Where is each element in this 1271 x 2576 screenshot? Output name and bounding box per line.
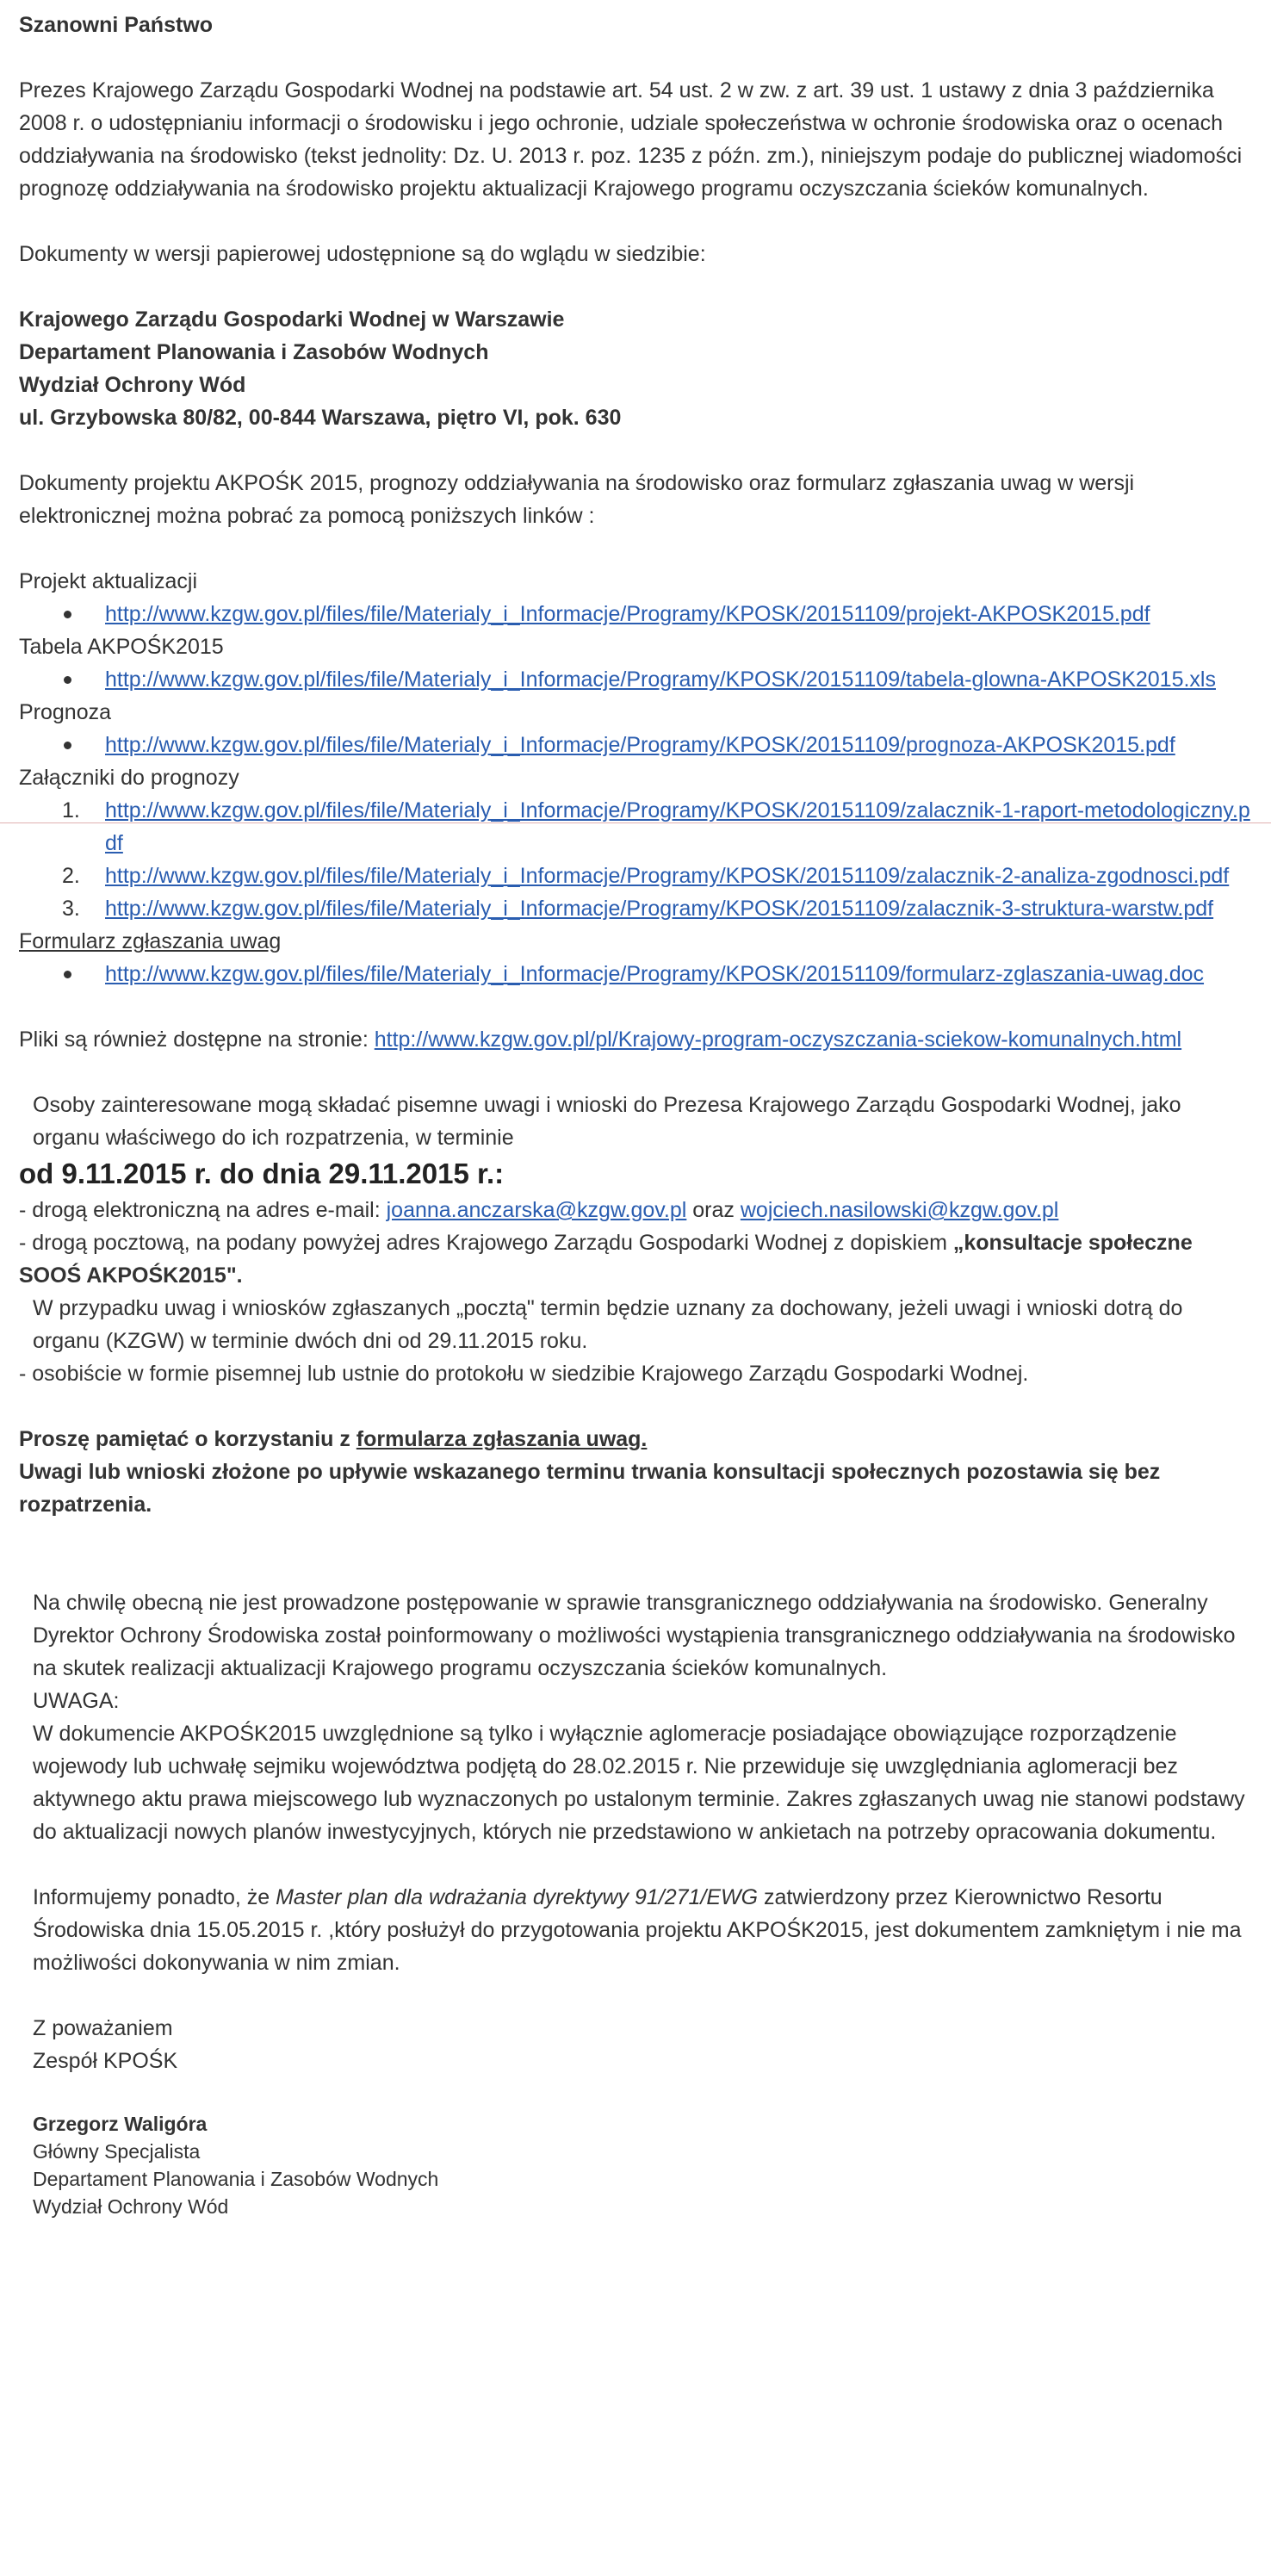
link-projekt[interactable]: http://www.kzgw.gov.pl/files/file/Materialy_i_Informacje/Programy/KPOSK/20151109/projekt-AKPOSK2015.pdf: [105, 602, 1150, 626]
address-line-3: Wydział Ochrony Wód: [19, 373, 246, 397]
section-label-formularz: Formularz zgłaszania uwag: [19, 929, 282, 953]
reminder-line: [19, 1423, 1250, 1456]
bullet-icon: [64, 971, 71, 978]
email-mid: oraz: [686, 1198, 741, 1222]
greeting: Szanowni Państwo: [19, 13, 214, 37]
master-plan-suffix: zatwierdzony przez Kierownictwo Resortu Środowiska dnia 15.05.2015 r. ,który posłużył do przygotowania projektu AKPOŚK2015, jest dokumentem zamkniętym i nie ma możliwości dokonywania w nim zmian.: [33, 1885, 1242, 1975]
master-plan-italic: Master plan dla wdrażania dyrektywy 91/271/EWG: [276, 1885, 759, 1909]
bullet-icon: [64, 611, 71, 618]
master-plan-paragraph: [19, 1881, 1250, 1979]
post-prefix: - drogą pocztową, na podany powyżej adres Krajowego Zarządu Gospodarki Wodnej z dopiskiem: [19, 1231, 953, 1255]
address-line-4: ul. Grzybowska 80/82, 00-844 Warszawa, piętro VI, pok. 630: [19, 406, 622, 430]
address-line-1: Krajowego Zarządu Gospodarki Wodnej w Warszawie: [19, 307, 565, 332]
email-link-2[interactable]: wojciech.nasilowski@kzgw.gov.pl: [740, 1198, 1059, 1222]
intro-paragraph: Prezes Krajowego Zarządu Gospodarki Wodnej na podstawie art. 54 ust. 2 w zw. z art. 39 ust. 1 ustawy z dnia 3 października 2008 r. o udostępnianiu informacji o środowisku i jego ochronie, udziale społeczeństwa w ochronie środowiska oraz o ocenach oddziaływania na środowisko (tekst jednolity: Dz. U. 2013 r. poz. 1235 z późn. zm.), niniejszym podaje do publicznej wiadomości prognozę oddziaływania na środowisko projektu aktualizacji Krajowego programu oczyszczania ścieków komunalnych.: [19, 78, 1243, 201]
reminder-prefix: Proszę pamiętać o korzystaniu z: [19, 1427, 356, 1451]
master-plan-prefix: Informujemy ponadto, że: [33, 1885, 276, 1909]
also-available: [19, 1023, 1250, 1056]
signature-unit: Wydział Ochrony Wód: [33, 2195, 229, 2218]
email-prefix: - drogą elektroniczną na adres e-mail:: [19, 1198, 387, 1222]
link-zalacznik-3[interactable]: http://www.kzgw.gov.pl/files/file/Materialy_i_Informacje/Programy/KPOSK/20151109/zalacznik-3-struktura-warstw.pdf: [105, 897, 1214, 921]
signature-name: Grzegorz Waligóra: [33, 2113, 208, 2135]
consultation-email: [19, 1194, 1250, 1226]
consultation-post: [19, 1226, 1250, 1292]
section-label-prognoza: Prognoza: [19, 700, 112, 724]
link-website[interactable]: http://www.kzgw.gov.pl/pl/Krajowy-program-oczyszczania-sciekow-komunalnych.html: [374, 1027, 1182, 1052]
list-item: [19, 598, 1250, 630]
post-bold: „konsultacje społeczne SOOŚ AKPOŚK2015".: [19, 1231, 1193, 1288]
consultation-post-note: W przypadku uwag i wniosków zgłaszanych „pocztą" termin będzie uznany za dochowany, jeżeli uwagi i wnioski dotrą do organu (KZGW) w terminie dwóch dni od 29.11.2015 roku.: [33, 1296, 1183, 1353]
address-line-2: Departament Planowania i Zasobów Wodnych: [19, 340, 489, 364]
list-item: [19, 729, 1250, 761]
consultation-intro: Osoby zainteresowane mogą składać pisemne uwagi i wnioski do Prezesa Krajowego Zarządu Gospodarki Wodnej, jako organu właściwego do ich rozpatrzenia, w terminie: [33, 1093, 1181, 1150]
bullet-icon: [64, 676, 71, 684]
also-available-text: Pliki są również dostępne na stronie:: [19, 1027, 375, 1052]
list-item: [19, 663, 1250, 696]
closing-line-1: Z poważaniem: [33, 2016, 173, 2040]
paper-docs-text: Dokumenty w wersji papierowej udostępnione są do wglądu w siedzibie:: [19, 242, 706, 266]
list-item: [19, 860, 1250, 892]
signature-title: Główny Specjalista: [33, 2140, 201, 2163]
uwaga-text: W dokumencie AKPOŚK2015 uwzględnione są tylko i wyłącznie aglomeracje posiadające obowiązujące rozporządzenie wojewody lub uchwałę sejmiku województwa podjętą do 28.02.2015 r. Nie przewiduje się uwzględniania aglomeracji bez aktywnego aktu prawa miejscowego lub wyznaczonych po ustalonym terminie. Zakres zgłaszanych uwag nie stanowi podstawy do aktualizacji nowych planów inwestycyjnych, których nie przedstawiono w ankietach na potrzeby opracowania dokumentu.: [33, 1722, 1245, 1844]
electronic-docs-text: Dokumenty projektu AKPOŚK 2015, prognozy oddziaływania na środowisko oraz formularz zgłaszania uwag w wersji elektronicznej można pobrać za pomocą poniższych linków :: [19, 471, 1135, 528]
reminder-form: formularza zgłaszania uwag.: [356, 1427, 648, 1451]
list-item: [19, 794, 1250, 860]
closing-line-2: Zespół KPOŚK: [33, 2049, 178, 2073]
consultation-dates: od 9.11.2015 r. do dnia 29.11.2015 r.:: [19, 1158, 505, 1189]
link-zalacznik-2[interactable]: http://www.kzgw.gov.pl/files/file/Materialy_i_Informacje/Programy/KPOSK/20151109/zalacznik-2-analiza-zgodnosci.pdf: [105, 864, 1230, 888]
uwaga-title: UWAGA:: [33, 1689, 120, 1713]
section-label-tabela: Tabela AKPOŚK2015: [19, 635, 224, 659]
bullet-icon: [64, 742, 71, 749]
reminder-late: Uwagi lub wnioski złożone po upływie wskazanego terminu trwania konsultacji społecznych pozostawia się bez rozpatrzenia.: [19, 1460, 1161, 1517]
signature-block: [19, 2110, 1250, 2220]
list-item: [19, 958, 1250, 990]
email-link-1[interactable]: joanna.anczarska@kzgw.gov.pl: [386, 1198, 687, 1222]
section-label-projekt: Projekt aktualizacji: [19, 569, 198, 593]
link-formularz[interactable]: http://www.kzgw.gov.pl/files/file/Materialy_i_Informacje/Programy/KPOSK/20151109/formularz-zglaszania-uwag.doc: [105, 962, 1205, 986]
link-zalacznik-1[interactable]: http://www.kzgw.gov.pl/files/file/Materialy_i_Informacje/Programy/KPOSK/20151109/zalacznik-1-raport-metodologiczny.pdf: [105, 798, 1250, 855]
list-number: 3.: [62, 897, 80, 921]
list-number: 2.: [62, 864, 80, 888]
section-label-zalaczniki: Załączniki do prognozy: [19, 766, 239, 790]
consultation-personal: - osobiście w formie pisemnej lub ustnie do protokołu w siedzibie Krajowego Zarządu Gospodarki Wodnej.: [19, 1362, 1029, 1386]
transboundary-paragraph: Na chwilę obecną nie jest prowadzone postępowanie w sprawie transgranicznego oddziaływania na środowisko. Generalny Dyrektor Ochrony Środowiska został poinformowany o możliwości wystąpienia transgranicznego oddziaływania na środowisko na skutek realizacji aktualizacji Krajowego programu oczyszczania ścieków komunalnych.: [33, 1591, 1236, 1680]
address-block: [19, 303, 1250, 434]
signature-dept: Departament Planowania i Zasobów Wodnych: [33, 2168, 439, 2190]
document-page: [19, 9, 1250, 2220]
list-number: 1.: [62, 798, 80, 822]
link-tabela[interactable]: http://www.kzgw.gov.pl/files/file/Materialy_i_Informacje/Programy/KPOSK/20151109/tabela-glowna-AKPOSK2015.xls: [105, 667, 1216, 692]
link-prognoza[interactable]: http://www.kzgw.gov.pl/files/file/Materialy_i_Informacje/Programy/KPOSK/20151109/prognoza-AKPOSK2015.pdf: [105, 733, 1175, 757]
list-item: [19, 892, 1250, 925]
